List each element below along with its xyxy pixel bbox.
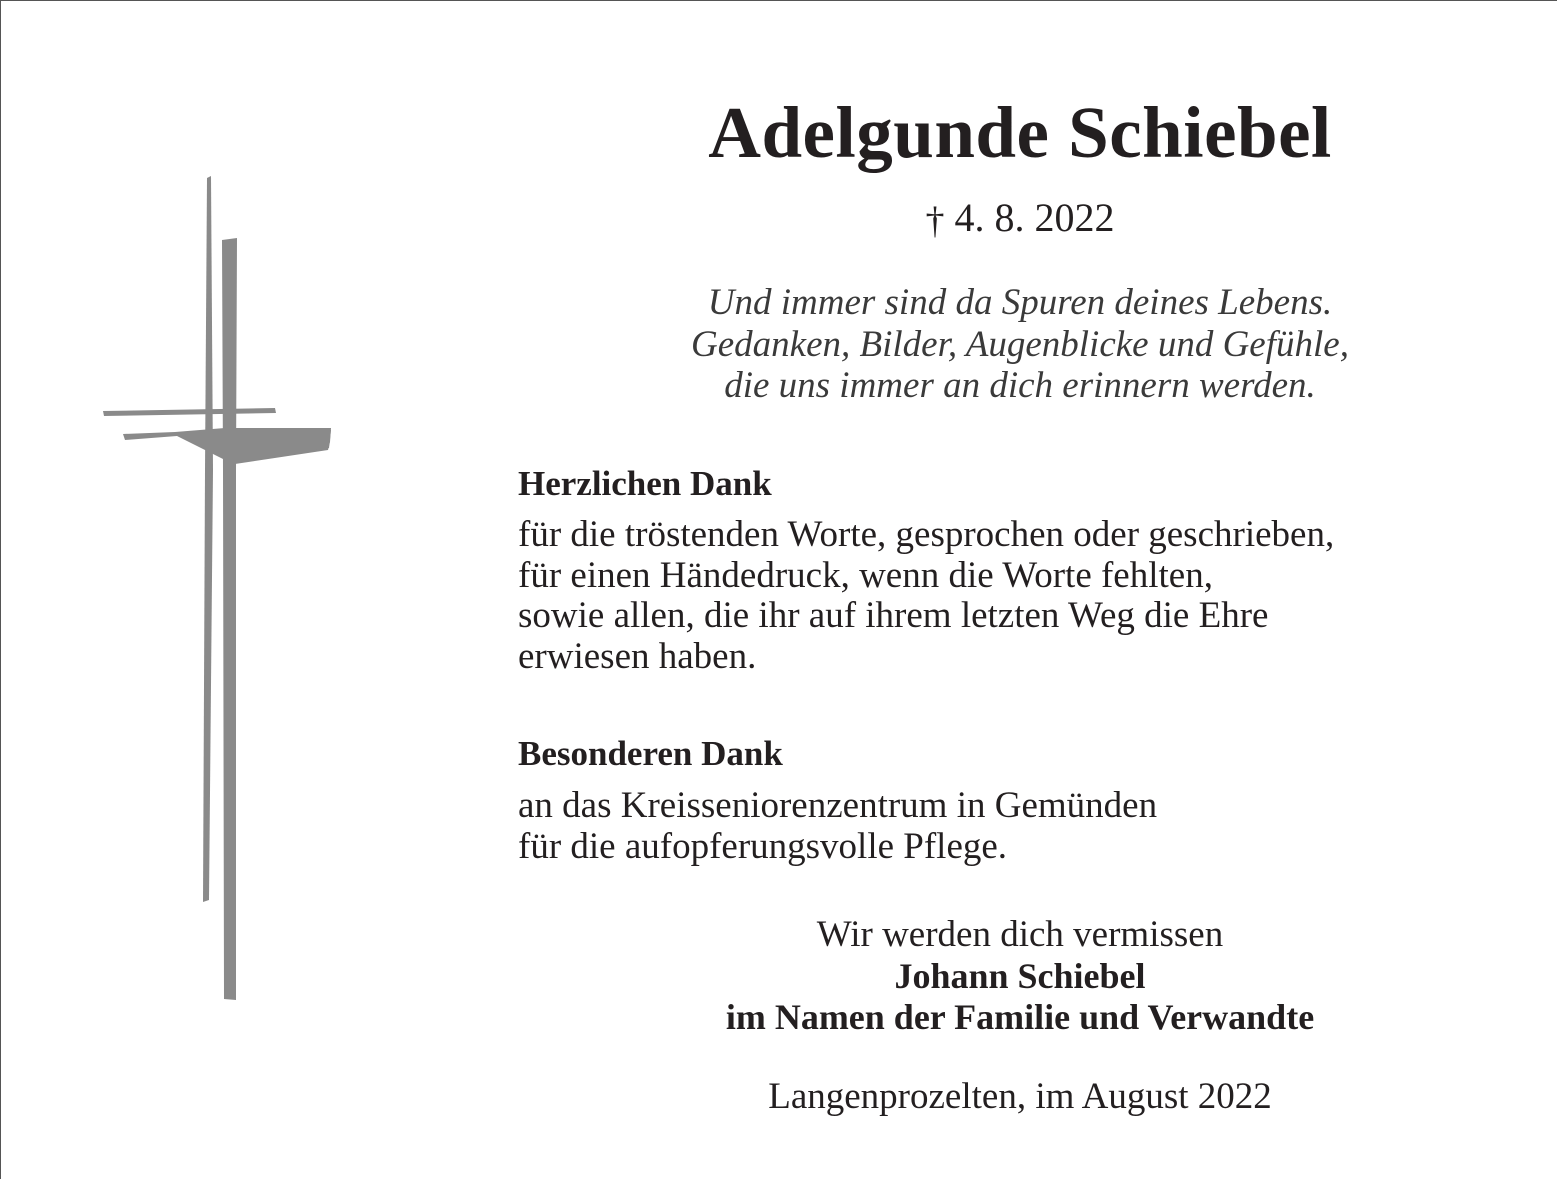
deceased-name: Adelgunde Schiebel — [708, 92, 1332, 173]
special-thanks-heading: Besonderen Dank — [518, 734, 783, 773]
memorial-quote — [600, 282, 1440, 407]
thanks-line: sowie allen, die ihr auf ihrem letzten Weg die Ehre — [518, 595, 1269, 636]
death-date: 4. 8. 2022 — [954, 195, 1115, 240]
signature-family: im Namen der Familie und Verwandte — [725, 997, 1315, 1037]
cross-icon — [95, 170, 345, 1010]
quote-line: die uns immer an dich erinnern werden. — [724, 365, 1316, 406]
signature-name: Johann Schiebel — [894, 955, 1146, 996]
thanks-line: für einen Händedruck, wenn die Worte fehlten, — [518, 554, 1213, 596]
place-date: Langenprozelten, im August 2022 — [768, 1076, 1272, 1117]
thanks-line: erwiesen haben. — [518, 635, 757, 677]
thanks-heading: Herzlichen Dank — [518, 464, 772, 503]
signature-block — [600, 914, 1440, 1039]
dagger-icon: † — [925, 200, 945, 242]
quote-line: Gedanken, Bilder, Augenblicke und Gefühle, — [691, 323, 1349, 365]
quote-line: Und immer sind da Spuren deines Lebens. — [707, 282, 1333, 323]
death-date-line — [600, 192, 1440, 245]
special-thanks-line: an das Kreisseniorenzentrum in Gemünden — [518, 785, 1158, 826]
signature-intro: Wir werden dich vermissen — [816, 914, 1224, 955]
thanks-text — [518, 515, 1418, 677]
thanks-line: für die tröstenden Worte, gesprochen oder geschrieben, — [518, 514, 1335, 555]
special-thanks-text — [518, 786, 1418, 867]
special-thanks-line: für die aufopferungsvolle Pflege. — [518, 825, 1008, 867]
